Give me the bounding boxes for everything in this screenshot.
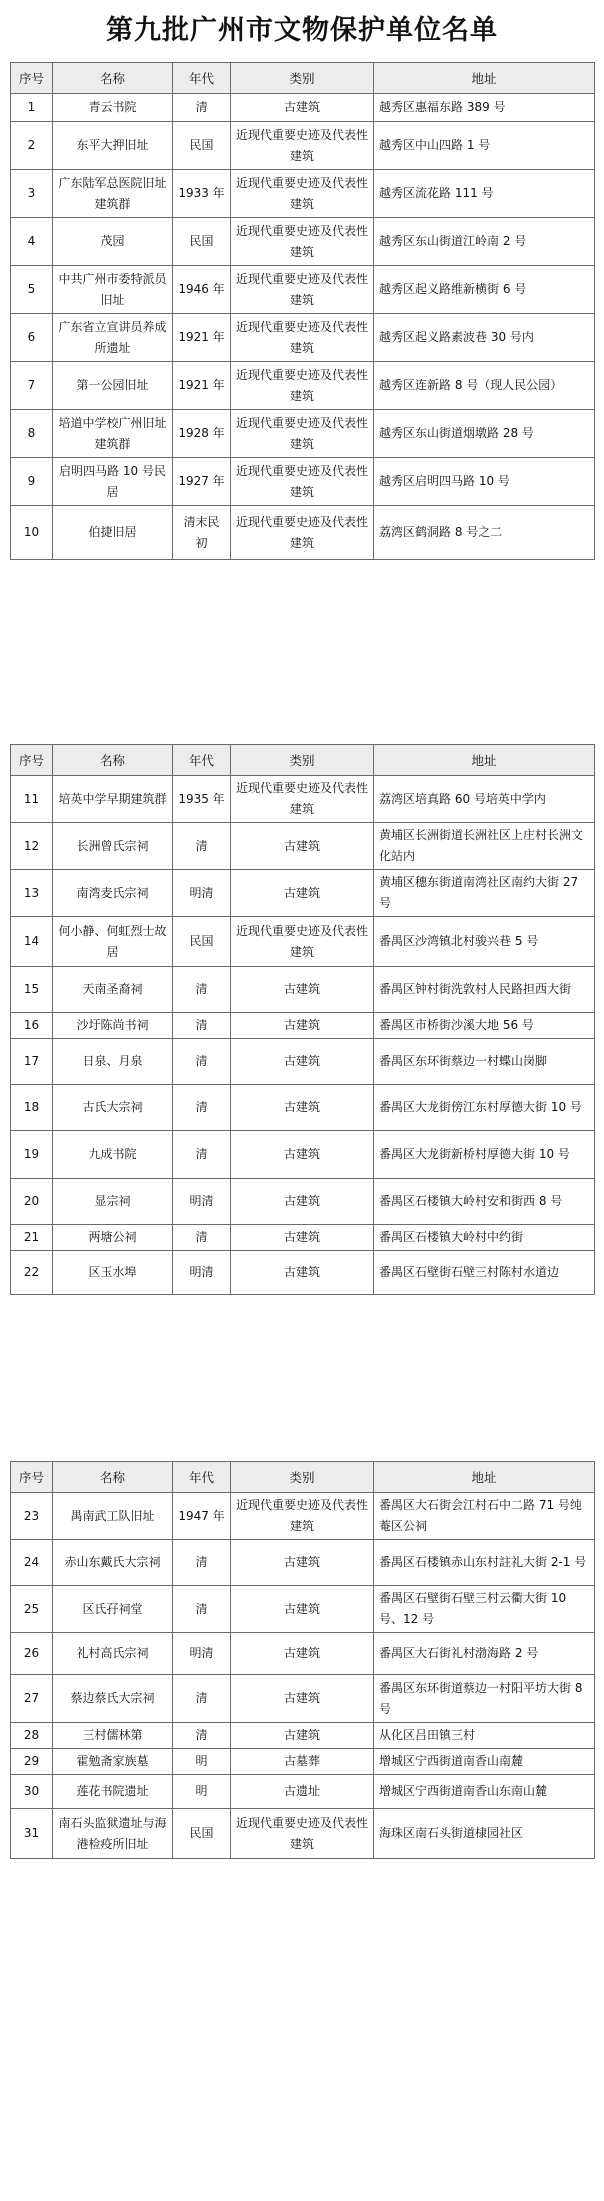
site-category: 近现代重要史迹及代表性建筑 [231, 410, 374, 458]
table-row [11, 1493, 595, 1540]
site-era: 明 [173, 1749, 231, 1775]
table-row [11, 1131, 595, 1179]
table-row [11, 1809, 595, 1859]
row-number: 22 [11, 1251, 53, 1295]
column-header: 类别 [231, 1462, 374, 1493]
row-number: 5 [11, 266, 53, 314]
row-number: 18 [11, 1085, 53, 1131]
table-row [11, 122, 595, 170]
site-address: 番禺区石楼镇大岭村中约街 [374, 1225, 595, 1251]
table-row [11, 94, 595, 122]
site-category: 古建筑 [231, 94, 374, 122]
site-era: 清 [173, 94, 231, 122]
table-row [11, 1251, 595, 1295]
site-name: 禺南武工队旧址 [53, 1493, 173, 1540]
site-era: 清末民初 [173, 506, 231, 560]
row-number: 11 [11, 776, 53, 823]
column-header: 序号 [11, 1462, 53, 1493]
site-category: 近现代重要史迹及代表性建筑 [231, 266, 374, 314]
site-category: 古建筑 [231, 1085, 374, 1131]
site-address: 番禺区东环街蔡边一村蝶山岗脚 [374, 1039, 595, 1085]
site-category: 近现代重要史迹及代表性建筑 [231, 506, 374, 560]
site-category: 古建筑 [231, 1179, 374, 1225]
table-row [11, 1633, 595, 1675]
site-address: 从化区吕田镇三村 [374, 1723, 595, 1749]
site-name: 中共广州市委特派员旧址 [53, 266, 173, 314]
table-row [11, 1775, 595, 1809]
site-address: 番禺区大龙街新桥村厚德大街 10 号 [374, 1131, 595, 1179]
site-category: 古建筑 [231, 1013, 374, 1039]
site-era: 明清 [173, 1179, 231, 1225]
table-row [11, 506, 595, 560]
column-header: 名称 [53, 1462, 173, 1493]
row-number: 12 [11, 823, 53, 870]
site-era: 清 [173, 1723, 231, 1749]
table-header-row [11, 63, 595, 94]
page-title: 第九批广州市文物保护单位名单 [106, 15, 498, 46]
site-address: 越秀区启明四马路 10 号 [374, 458, 595, 506]
site-era: 清 [173, 1085, 231, 1131]
table-row [11, 1723, 595, 1749]
site-name: 区玉水埠 [53, 1251, 173, 1295]
site-category: 近现代重要史迹及代表性建筑 [231, 458, 374, 506]
site-category: 古建筑 [231, 967, 374, 1013]
site-era: 明 [173, 1775, 231, 1809]
row-number: 23 [11, 1493, 53, 1540]
site-address: 番禺区石楼镇大岭村安和街西 8 号 [374, 1179, 595, 1225]
table-row [11, 917, 595, 967]
site-name: 三村儒林第 [53, 1723, 173, 1749]
site-address: 增城区宁西街道南香山东南山麓 [374, 1775, 595, 1809]
column-header: 类别 [231, 63, 374, 94]
row-number: 31 [11, 1809, 53, 1859]
site-name: 日泉、月泉 [53, 1039, 173, 1085]
row-number: 9 [11, 458, 53, 506]
site-name: 天南圣裔祠 [53, 967, 173, 1013]
site-category: 近现代重要史迹及代表性建筑 [231, 917, 374, 967]
site-address: 番禺区沙湾镇北村骏兴巷 5 号 [374, 917, 595, 967]
row-number: 20 [11, 1179, 53, 1225]
site-address: 越秀区流花路 111 号 [374, 170, 595, 218]
site-category: 古建筑 [231, 870, 374, 917]
table-row [11, 1586, 595, 1633]
site-address: 番禺区大龙街傍江东村厚德大街 10 号 [374, 1085, 595, 1131]
table-row [11, 1039, 595, 1085]
row-number: 4 [11, 218, 53, 266]
row-number: 19 [11, 1131, 53, 1179]
row-number: 17 [11, 1039, 53, 1085]
site-address: 番禺区大石街礼村渤海路 2 号 [374, 1633, 595, 1675]
site-era: 清 [173, 1540, 231, 1586]
row-number: 25 [11, 1586, 53, 1633]
site-category: 近现代重要史迹及代表性建筑 [231, 170, 374, 218]
site-category: 近现代重要史迹及代表性建筑 [231, 314, 374, 362]
site-era: 清 [173, 1013, 231, 1039]
site-category: 古建筑 [231, 1251, 374, 1295]
site-era: 1947 年 [173, 1493, 231, 1540]
site-era: 明清 [173, 870, 231, 917]
site-address: 越秀区惠福东路 389 号 [374, 94, 595, 122]
site-era: 清 [173, 1131, 231, 1179]
column-header: 地址 [374, 63, 595, 94]
site-era: 清 [173, 967, 231, 1013]
table-row [11, 967, 595, 1013]
site-era: 1946 年 [173, 266, 231, 314]
row-number: 27 [11, 1675, 53, 1723]
site-address: 荔湾区培真路 60 号培英中学内 [374, 776, 595, 823]
site-address: 越秀区东山街道烟墩路 28 号 [374, 410, 595, 458]
table-row [11, 266, 595, 314]
site-category: 古建筑 [231, 823, 374, 870]
row-number: 21 [11, 1225, 53, 1251]
row-number: 26 [11, 1633, 53, 1675]
site-address: 番禺区大石街会江村石中二路 71 号纯菴区公祠 [374, 1493, 595, 1540]
table-row [11, 1749, 595, 1775]
table-row [11, 823, 595, 870]
site-category: 近现代重要史迹及代表性建筑 [231, 1809, 374, 1859]
site-name: 两塘公祠 [53, 1225, 173, 1251]
row-number: 28 [11, 1723, 53, 1749]
site-era: 清 [173, 1039, 231, 1085]
column-header: 年代 [173, 1462, 231, 1493]
site-category: 近现代重要史迹及代表性建筑 [231, 776, 374, 823]
site-era: 民国 [173, 218, 231, 266]
site-category: 近现代重要史迹及代表性建筑 [231, 362, 374, 410]
row-number: 13 [11, 870, 53, 917]
heritage-table-1 [10, 62, 595, 560]
column-header: 地址 [374, 745, 595, 776]
site-era: 1928 年 [173, 410, 231, 458]
site-address: 海珠区南石头街道棣园社区 [374, 1809, 595, 1859]
column-header: 地址 [374, 1462, 595, 1493]
column-header: 序号 [11, 63, 53, 94]
site-name: 霍勉斋家族墓 [53, 1749, 173, 1775]
site-name: 培英中学早期建筑群 [53, 776, 173, 823]
table-row [11, 1085, 595, 1131]
site-name: 青云书院 [53, 94, 173, 122]
site-era: 清 [173, 1586, 231, 1633]
site-name: 培道中学校广州旧址建筑群 [53, 410, 173, 458]
column-header: 名称 [53, 745, 173, 776]
site-category: 近现代重要史迹及代表性建筑 [231, 218, 374, 266]
site-name: 长洲曾氏宗祠 [53, 823, 173, 870]
site-category: 古建筑 [231, 1723, 374, 1749]
column-header: 类别 [231, 745, 374, 776]
site-name: 第一公园旧址 [53, 362, 173, 410]
table-row [11, 410, 595, 458]
site-era: 明清 [173, 1251, 231, 1295]
site-name: 赤山东戴氏大宗祠 [53, 1540, 173, 1586]
site-era: 1933 年 [173, 170, 231, 218]
table-row [11, 870, 595, 917]
site-address: 番禺区东环街道蔡边一村阳平坊大街 8 号 [374, 1675, 595, 1723]
row-number: 29 [11, 1749, 53, 1775]
site-era: 清 [173, 1225, 231, 1251]
site-name: 沙圩陈尚书祠 [53, 1013, 173, 1039]
site-era: 清 [173, 823, 231, 870]
row-number: 2 [11, 122, 53, 170]
site-name: 伯捷旧居 [53, 506, 173, 560]
site-address: 番禺区石壁街石壁三村陈村水道边 [374, 1251, 595, 1295]
table-row [11, 1225, 595, 1251]
row-number: 6 [11, 314, 53, 362]
site-era: 1927 年 [173, 458, 231, 506]
row-number: 16 [11, 1013, 53, 1039]
site-category: 古墓葬 [231, 1749, 374, 1775]
site-category: 古建筑 [231, 1633, 374, 1675]
heritage-table-3 [10, 1461, 595, 1859]
site-name: 东平大押旧址 [53, 122, 173, 170]
table-row [11, 1540, 595, 1586]
heritage-table-2 [10, 744, 595, 1295]
site-category: 古建筑 [231, 1039, 374, 1085]
site-name: 何小静、何虹烈士故居 [53, 917, 173, 967]
site-category: 古建筑 [231, 1225, 374, 1251]
site-category: 古建筑 [231, 1131, 374, 1179]
row-number: 24 [11, 1540, 53, 1586]
site-name: 礼村高氏宗祠 [53, 1633, 173, 1675]
site-category: 古遗址 [231, 1775, 374, 1809]
site-address: 番禺区石楼镇赤山东村註礼大街 2-1 号 [374, 1540, 595, 1586]
site-era: 1921 年 [173, 362, 231, 410]
column-header: 序号 [11, 745, 53, 776]
site-address: 番禺区钟村街洗敦村人民路担西大街 [374, 967, 595, 1013]
row-number: 7 [11, 362, 53, 410]
site-address: 番禺区市桥街沙溪大地 56 号 [374, 1013, 595, 1039]
site-era: 清 [173, 1675, 231, 1723]
site-name: 茂园 [53, 218, 173, 266]
site-address: 越秀区起义路维新横街 6 号 [374, 266, 595, 314]
site-address: 越秀区连新路 8 号（现人民公园） [374, 362, 595, 410]
table-row [11, 362, 595, 410]
table-header-row [11, 1462, 595, 1493]
site-name: 蔡边蔡氏大宗祠 [53, 1675, 173, 1723]
site-category: 近现代重要史迹及代表性建筑 [231, 122, 374, 170]
site-name: 启明四马路 10 号民居 [53, 458, 173, 506]
site-era: 1935 年 [173, 776, 231, 823]
table-row [11, 1179, 595, 1225]
site-name: 广东省立宣讲员养成所遗址 [53, 314, 173, 362]
row-number: 3 [11, 170, 53, 218]
site-name: 莲花书院遗址 [53, 1775, 173, 1809]
column-header: 年代 [173, 745, 231, 776]
site-address: 番禺区石壁街石壁三村云衢大街 10 号、12 号 [374, 1586, 595, 1633]
table-row [11, 170, 595, 218]
site-name: 南湾麦氏宗祠 [53, 870, 173, 917]
site-name: 九成书院 [53, 1131, 173, 1179]
site-name: 显宗祠 [53, 1179, 173, 1225]
table-row [11, 458, 595, 506]
site-era: 1921 年 [173, 314, 231, 362]
row-number: 1 [11, 94, 53, 122]
site-address: 越秀区中山四路 1 号 [374, 122, 595, 170]
site-era: 民国 [173, 122, 231, 170]
column-header: 名称 [53, 63, 173, 94]
table-row [11, 218, 595, 266]
site-category: 近现代重要史迹及代表性建筑 [231, 1493, 374, 1540]
site-category: 古建筑 [231, 1675, 374, 1723]
site-name: 广东陆军总医院旧址建筑群 [53, 170, 173, 218]
site-address: 黄埔区长洲街道长洲社区上庄村长洲文化站内 [374, 823, 595, 870]
column-header: 年代 [173, 63, 231, 94]
site-era: 民国 [173, 917, 231, 967]
site-category: 古建筑 [231, 1540, 374, 1586]
site-category: 古建筑 [231, 1586, 374, 1633]
site-address: 增城区宁西街道南香山南麓 [374, 1749, 595, 1775]
site-address: 越秀区起义路素波巷 30 号内 [374, 314, 595, 362]
table-row [11, 1013, 595, 1039]
table-row [11, 314, 595, 362]
table-row [11, 776, 595, 823]
site-era: 民国 [173, 1809, 231, 1859]
site-name: 南石头监狱遗址与海港检疫所旧址 [53, 1809, 173, 1859]
site-address: 荔湾区鹤洞路 8 号之二 [374, 506, 595, 560]
site-name: 区氏孖祠堂 [53, 1586, 173, 1633]
site-address: 黄埔区穗东街道南湾社区南约大街 27 号 [374, 870, 595, 917]
row-number: 15 [11, 967, 53, 1013]
row-number: 10 [11, 506, 53, 560]
table-row [11, 1675, 595, 1723]
row-number: 8 [11, 410, 53, 458]
site-name: 古氏大宗祠 [53, 1085, 173, 1131]
site-address: 越秀区东山街道江岭南 2 号 [374, 218, 595, 266]
table-header-row [11, 745, 595, 776]
site-era: 明清 [173, 1633, 231, 1675]
row-number: 14 [11, 917, 53, 967]
row-number: 30 [11, 1775, 53, 1809]
